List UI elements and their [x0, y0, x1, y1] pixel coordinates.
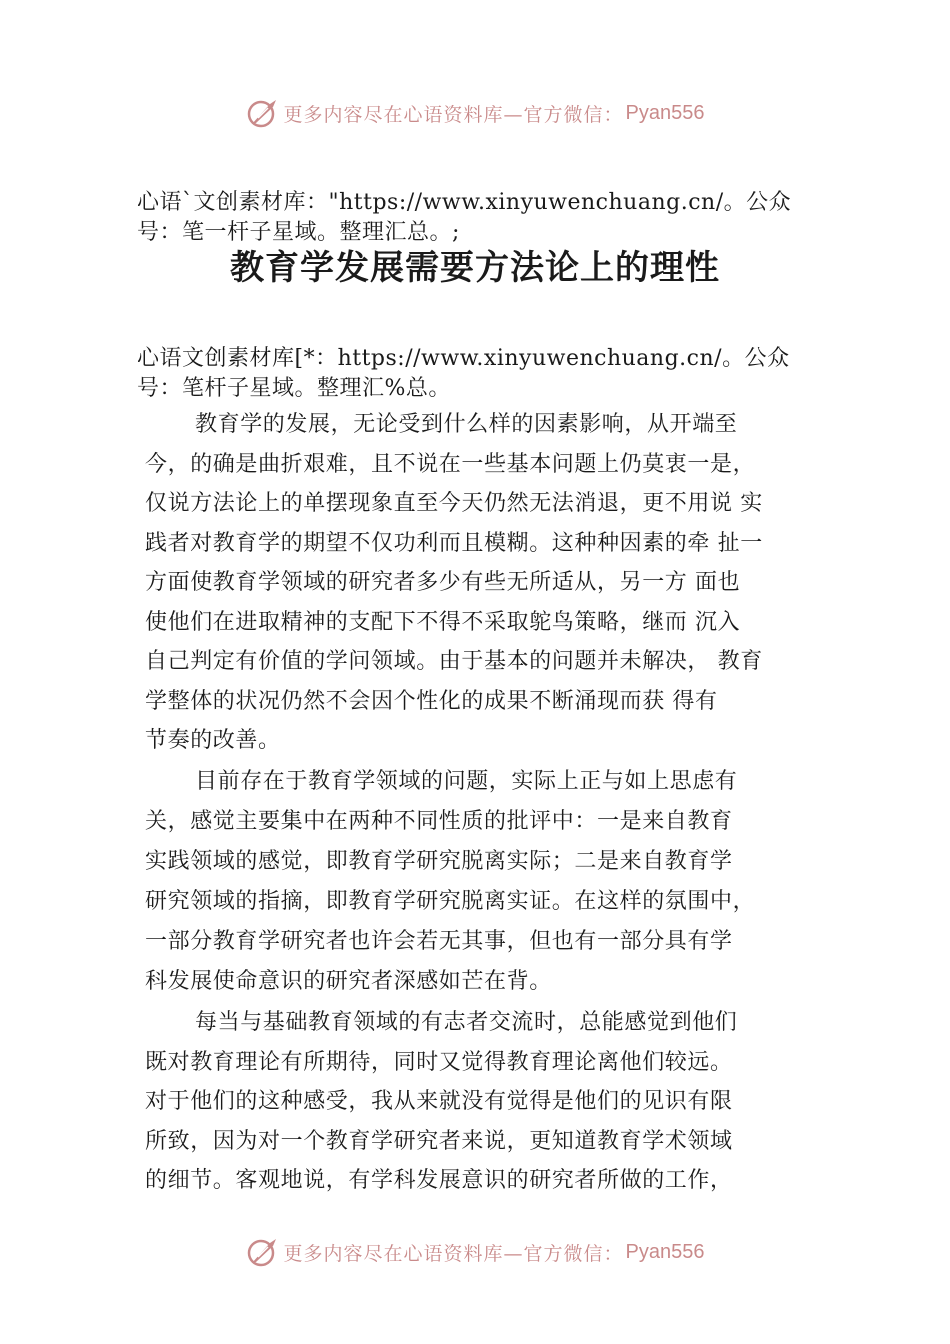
paragraph-line: 研究领域的指摘，即教育学研究脱离实证。在这样的氛围中， [145, 889, 756, 914]
source-note-1-line: 心语`文创素材库："https://www.xinyuwenchuang.cn/。公众 [137, 190, 792, 215]
paragraph-line: 的细节。客观地说，有学科发展意识的研究者所做的工作， [145, 1168, 733, 1193]
body-paragraph-2 [145, 762, 755, 1002]
paragraph-line: 自己判定有价值的学问领域。由于基本的问题并未解决， 教育 [145, 649, 763, 674]
body-paragraph-1 [145, 405, 763, 761]
document-title: 教育学发展需要方法论上的理性 [230, 248, 720, 288]
paragraph-line: 实践领域的感觉，即教育学研究脱离实际；二是来自教育学 [145, 849, 733, 874]
paragraph-line: 既对教育理论有所期待，同时又觉得教育理论离他们较远。 [145, 1049, 733, 1075]
paragraph-line: 节奏的改善。 [145, 728, 281, 753]
source-note-1-line: 号：笔一杆子星域。整理汇总。; [137, 220, 460, 245]
paragraph-line: 目前存在于教育学领域的问题，实际上正与如上思虑有 [195, 769, 738, 794]
paragraph-line: 对于他们的这种感受，我从来就没有觉得是他们的见识有限 [145, 1089, 733, 1114]
source-note-2 [137, 344, 837, 404]
footer-banner [0, 1232, 950, 1272]
source-note-2-line: 号：笔杆子星域。整理汇%总。 [137, 376, 451, 401]
source-note-1 [137, 188, 837, 248]
paragraph-line: 使他们在进取精神的支配下不得不采取鸵鸟策略，继而 沉入 [145, 609, 741, 635]
paragraph-line: 教育学的发展，无论受到什么样的因素影响，从开端至 [195, 412, 738, 437]
quill-logo-icon [246, 1235, 280, 1269]
quill-logo-icon [246, 96, 280, 130]
paragraph-line: 学整体的状况仍然不会因个性化的成果不断涌现而获 得有 [145, 688, 718, 714]
banner-wechat-handle: Pyan556 [625, 101, 705, 124]
header-banner [0, 93, 950, 133]
paragraph-line: 每当与基础教育领域的有志者交流时，总能感觉到他们 [195, 1010, 738, 1035]
paragraph-line: 今，的确是曲折艰难，且不说在一些基本问题上仍莫衷一是， [145, 451, 756, 477]
body-paragraph-3 [145, 1003, 737, 1201]
paragraph-line: 所致，因为对一个教育学研究者来说，更知道教育学术领域 [145, 1128, 733, 1154]
paragraph-line: 科发展使命意识的研究者深感如芒在背。 [145, 969, 552, 994]
paragraph-line: 践者对教育学的期望不仅功利而且模糊。这种种因素的牵 扯一 [145, 530, 763, 556]
paragraph-line: 方面使教育学领域的研究者多少有些无所适从，另一方 面也 [145, 570, 741, 595]
paragraph-line: 一部分教育学研究者也许会若无其事，但也有一部分具有学 [145, 929, 733, 954]
banner-wechat-handle: Pyan556 [625, 1240, 705, 1263]
banner-text: 更多内容尽在心语资料库—官方微信： [283, 103, 624, 126]
banner-text: 更多内容尽在心语资料库—官方微信： [283, 1242, 624, 1265]
paragraph-line: 关，感觉主要集中在两种不同性质的批评中：一是来自教育 [145, 809, 733, 834]
paragraph-line: 仅说方法论上的单摆现象直至今天仍然无法消退，更不用说 实 [145, 491, 763, 516]
source-note-2-line: 心语文创素材库[*：https://www.xinyuwenchuang.cn/。公众 [137, 346, 790, 371]
